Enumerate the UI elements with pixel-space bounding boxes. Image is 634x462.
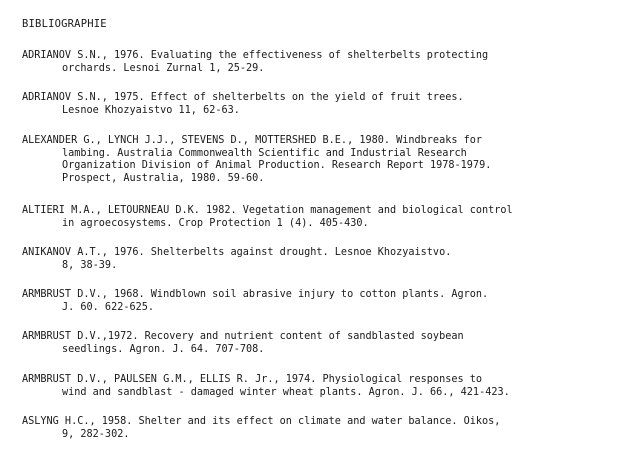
entry-line: 8, 38-39. <box>62 259 118 271</box>
entry-line: ANIKANOV A.T., 1976. Shelterbelts against drought. Lesnoe Khozyaistvo. <box>22 247 452 258</box>
bib-entry-adrianov-1975 <box>22 92 464 117</box>
bib-entry-anikanov-1976 <box>22 247 451 272</box>
bib-entry-armbrust-1972 <box>22 331 464 356</box>
entry-line: ARMBRUST D.V., PAULSEN G.M., ELLIS R. Jr., 1974. Physiological responses to <box>22 374 483 385</box>
entry-line: ASLYNG H.C., 1958. Shelter and its effect on climate and water balance. Oikos, <box>22 416 501 427</box>
entry-line: ALEXANDER G., LYNCH J.J., STEVENS D., MOTTERSHED B.E., 1980. Windbreaks for <box>22 135 483 146</box>
bib-entry-altieri-1982 <box>22 205 513 230</box>
entry-line: lambing. Australia Commonwealth Scientific and Industrial Research <box>62 147 467 159</box>
entry-line: ARMBRUST D.V.,1972. Recovery and nutrient content of sandblasted soybean <box>22 331 464 342</box>
entry-line: ADRIANOV S.N., 1975. Effect of shelterbelts on the yield of fruit trees. <box>22 92 464 103</box>
bib-entry-armbrust-1968 <box>22 289 488 314</box>
bib-entry-armbrust-1974 <box>22 374 510 399</box>
bib-entry-alexander-1980 <box>22 135 491 185</box>
entry-line: seedlings. Agron. J. 64. 707-708. <box>62 343 265 355</box>
entry-line: Prospect, Australia, 1980. 59-60. <box>62 172 265 184</box>
entry-line: Lesnoe Khozyaistvo 11, 62-63. <box>62 104 240 116</box>
page-heading: BIBLIOGRAPHIE <box>22 18 107 30</box>
entry-line: in agroecosystems. Crop Protection 1 (4). 405-430. <box>62 217 369 229</box>
bib-entry-adrianov-1976 <box>22 50 488 75</box>
entry-line: ARMBRUST D.V., 1968. Windblown soil abrasive injury to cotton plants. Agron. <box>22 289 489 300</box>
entry-line: Organization Division of Animal Production. Research Report 1978-1979. <box>62 160 492 171</box>
entry-line: ALTIERI M.A., LETOURNEAU D.K. 1982. Vegetation management and biological control <box>22 205 513 216</box>
bib-entry-aslyng-1958 <box>22 416 500 441</box>
entry-line: orchards. Lesnoi Zurnal 1, 25-29. <box>62 62 265 74</box>
entry-line: ADRIANOV S.N., 1976. Evaluating the effectiveness of shelterbelts protecting <box>22 50 489 61</box>
entry-line: 9, 282-302. <box>62 428 130 440</box>
entry-line: J. 60. 622-625. <box>62 301 155 313</box>
entry-line: wind and sandblast - damaged winter wheat plants. Agron. J. 66., 421-423. <box>62 386 510 398</box>
